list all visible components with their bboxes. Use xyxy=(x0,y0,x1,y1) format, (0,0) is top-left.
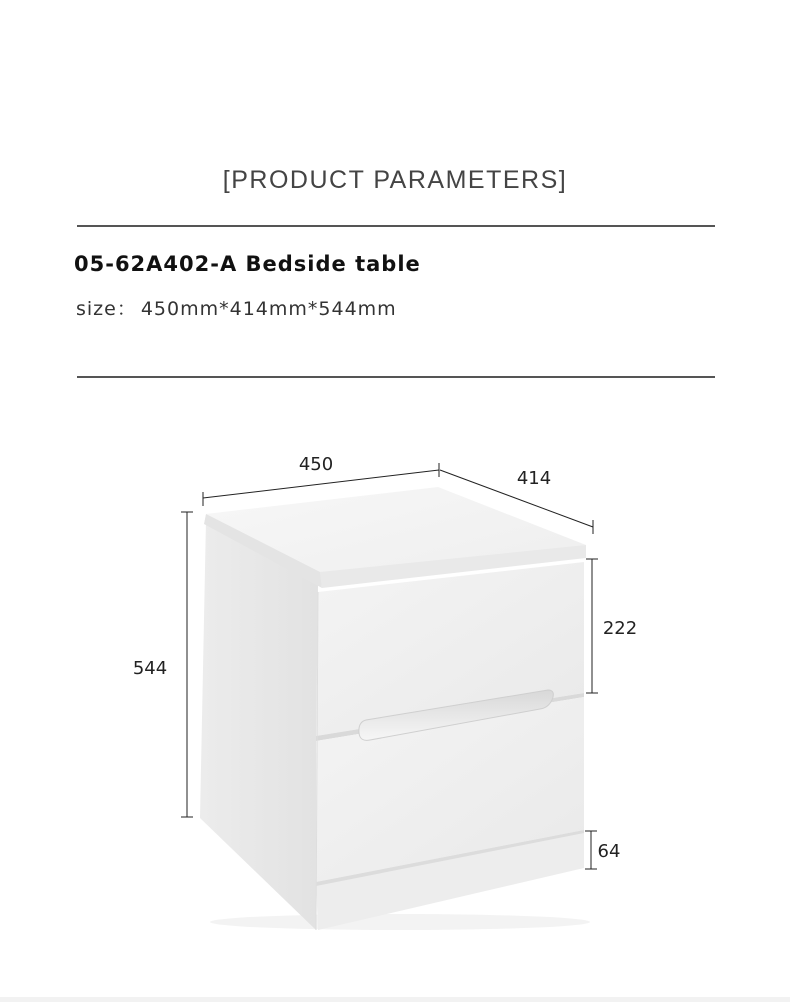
divider-bottom xyxy=(77,376,715,378)
width-label: 450 xyxy=(298,454,334,475)
product-dimension-figure xyxy=(0,440,790,940)
product-size xyxy=(76,294,397,321)
drawer-height-dimension xyxy=(586,559,637,693)
section-title: [PRODUCT PARAMETERS] xyxy=(222,166,568,194)
base-height-dimension xyxy=(585,831,620,869)
size-value: 450mm*414mm*544mm xyxy=(140,298,397,320)
depth-label: 414 xyxy=(516,468,552,489)
drawer-height-label: 222 xyxy=(602,618,638,639)
height-dimension xyxy=(133,512,193,817)
product-name: 05-62A402-A Bedside table xyxy=(74,252,421,276)
base-height-label: 64 xyxy=(597,841,621,862)
side-panel xyxy=(200,520,318,930)
height-label: 544 xyxy=(132,658,168,679)
divider-top xyxy=(77,225,715,227)
size-label: size： xyxy=(76,298,137,320)
footer-strip xyxy=(0,997,790,1002)
bedside-table-image xyxy=(200,487,590,930)
